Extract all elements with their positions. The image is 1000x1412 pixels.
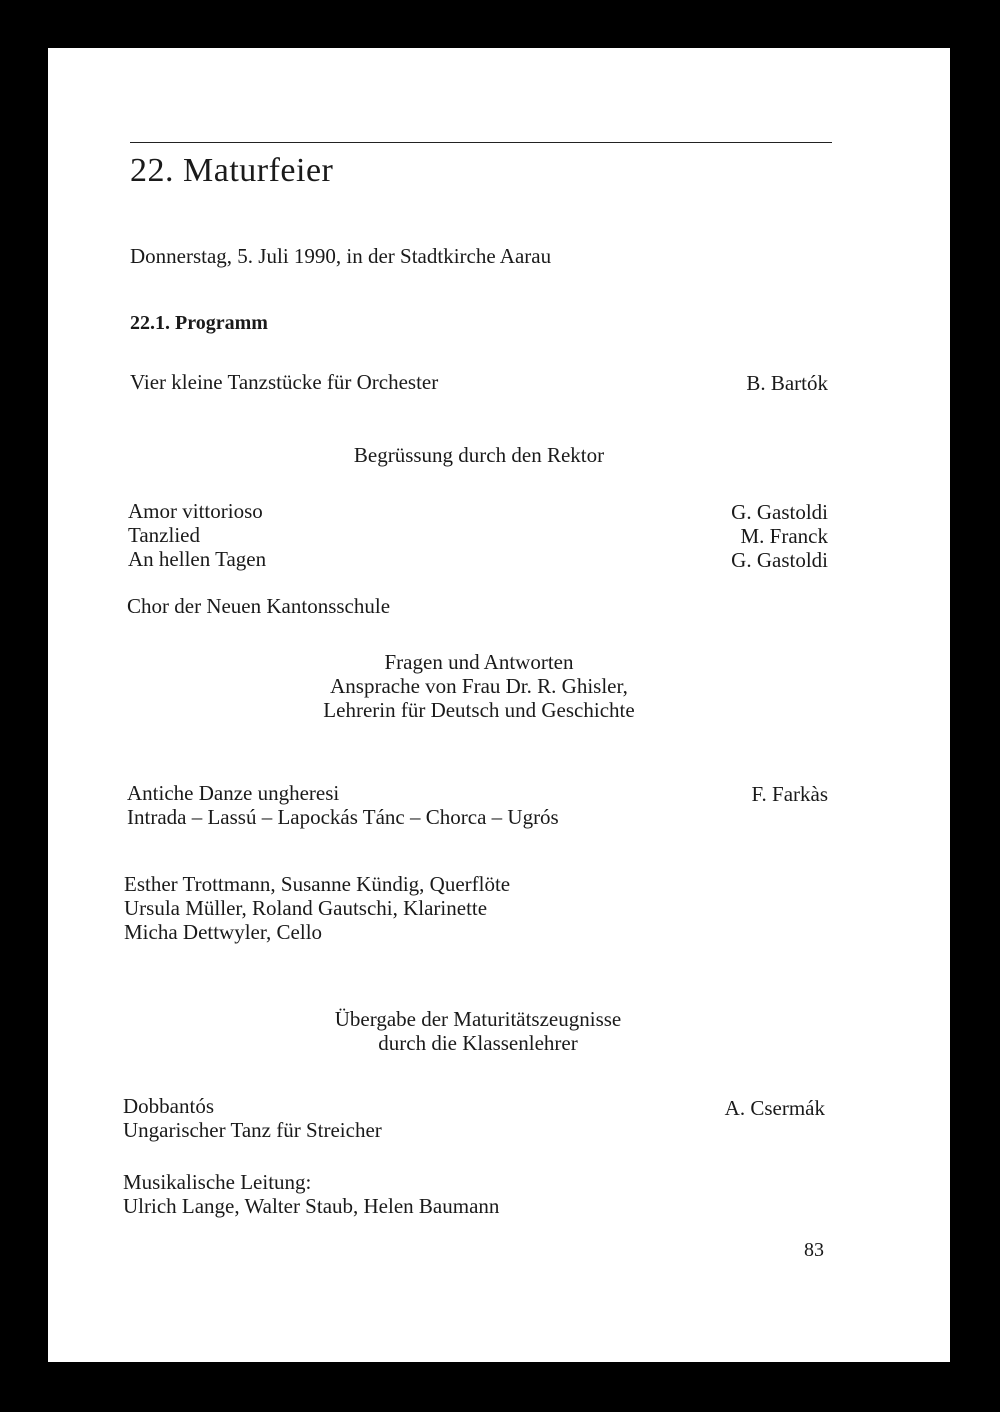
choir-pieces xyxy=(128,499,266,571)
speech-line: Fragen und Antworten xyxy=(384,650,574,674)
speech-line: durch die Klassenlehrer xyxy=(378,1031,578,1055)
performers: Chor der Neuen Kantonsschule xyxy=(127,594,391,618)
title-rule xyxy=(130,142,832,143)
section-heading: 22.1. Programm xyxy=(130,312,268,334)
piece-title: An hellen Tagen xyxy=(128,547,267,571)
page-number: 83 xyxy=(804,1239,824,1261)
speech-welcome: Begrüssung durch den Rektor xyxy=(353,443,605,467)
speech-address xyxy=(48,650,910,722)
speech-line: Übergabe der Maturitätszeugnisse xyxy=(334,1007,622,1031)
piece-title: Antiche Danze ungheresi xyxy=(127,781,340,805)
speech-line: Lehrerin für Deutsch und Geschichte xyxy=(323,698,635,722)
performer-line: Esther Trottmann, Susanne Kündig, Querflöte xyxy=(124,872,511,896)
composer-name: A. Csermák xyxy=(724,1096,825,1120)
musical-direction xyxy=(123,1170,499,1218)
strings-pieces xyxy=(123,1094,382,1142)
performer-line: Micha Dettwyler, Cello xyxy=(124,920,323,944)
composer-name: F. Farkàs xyxy=(751,782,828,806)
ensemble-pieces xyxy=(127,781,559,829)
composer-name: M. Franck xyxy=(740,524,828,548)
direction-label: Musikalische Leitung: xyxy=(123,1170,312,1194)
piece-title: Amor vittorioso xyxy=(128,499,263,523)
piece-title: Vier kleine Tanzstücke für Orchester xyxy=(130,370,439,394)
ensemble-performers xyxy=(124,872,510,944)
page xyxy=(48,48,950,1362)
performer-line: Ursula Müller, Roland Gautschi, Klarinette xyxy=(124,896,488,920)
composer-name: B. Bartók xyxy=(746,371,828,395)
speech-line: Ansprache von Frau Dr. R. Ghisler, xyxy=(330,674,628,698)
composer-name: G. Gastoldi xyxy=(731,500,828,524)
piece-title: Tanzlied xyxy=(128,523,200,547)
event-date-location: Donnerstag, 5. Juli 1990, in der Stadtkirche Aarau xyxy=(130,244,552,268)
chapter-title: 22. Maturfeier xyxy=(130,152,334,189)
piece-title: Ungarischer Tanz für Streicher xyxy=(123,1118,382,1142)
direction-names: Ulrich Lange, Walter Staub, Helen Baumann xyxy=(123,1194,500,1218)
piece-title: Dobbantós xyxy=(123,1094,214,1118)
speech-diplomas xyxy=(48,1007,908,1055)
piece-subtitle: Intrada – Lassú – Lapockás Tánc – Chorca – Ugrós xyxy=(127,805,559,829)
choir-composers xyxy=(731,500,828,572)
composer-name: G. Gastoldi xyxy=(731,548,828,572)
